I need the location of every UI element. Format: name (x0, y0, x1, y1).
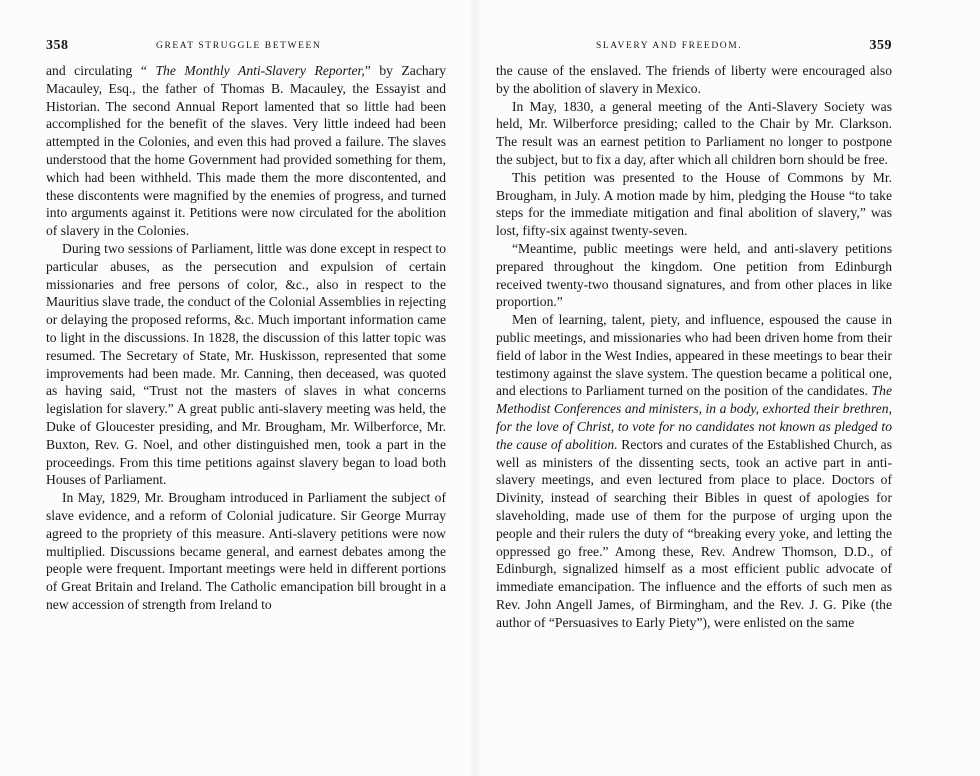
right-running-head: SLAVERY AND FREEDOM. (596, 41, 743, 51)
paragraph (496, 311, 892, 631)
text-run: This petition was presented to the House of Commons by Mr. Brougham, in July. A motion made by him, pledging the House “to take steps for the immediate mitigation and final abolition of slavery,” was lost, fifty-six against twenty-seven. (496, 169, 892, 239)
italic-title: The Monthly Anti-Slavery Reporter, (155, 63, 365, 78)
right-page-header (496, 38, 892, 62)
left-page-body (46, 62, 446, 614)
paragraph (46, 62, 446, 240)
paragraph (46, 240, 446, 489)
paragraph (496, 98, 892, 169)
paragraph (46, 489, 446, 614)
paragraph (496, 62, 892, 98)
text-run: and circulating “ (46, 63, 156, 78)
left-page (46, 38, 446, 614)
paragraph (496, 169, 892, 240)
right-page-number: 359 (869, 38, 892, 53)
text-run: Men of learning, talent, piety, and influence, espoused the cause in public meetings, and missionaries who had been driven home from their field of labor in the West Indies, appeared in these meetings to bear their testimony against the slave system. The question became a political one, and elections to Parliament turned on the position of the candidates. (496, 312, 892, 399)
left-running-head: GREAT STRUGGLE BETWEEN (156, 41, 322, 51)
text-run: During two sessions of Parliament, little was done except in respect to particular abuses, as the persecution and expulsion of certain missionaries and free persons of color, &c., also in respect to the Mauritius slave trade, the conduct of the Colonial Assemblies in rejecting or delaying the proposed reforms, &c. Much important information came to light in the discussions. In 1828, the discussion of this latter topic was resumed. The Secretary of State, Mr. Huskisson, represented that some improvements had been made. Mr. Canning, then deceased, was quoted as having said, “Trust not the masters of slaves in what concerns legislation for slavery.” A great public anti-slavery meeting was held, the Duke of Gloucester presiding, and Mr. Brougham, Mr. Wilberforce, Mr. Buxton, Rev. G. Noel, and other distinguished men, took a part in the proceedings. From this time petitions against slavery began to load both Houses of Parliament. (46, 240, 446, 488)
right-page (496, 38, 892, 632)
text-run: Rectors and curates of the Established Church, as well as ministers of the dissenting sects, took an active part in anti-slavery meetings, and even lectured from place to place. Doctors of Divinity, instead of searching their Bibles in quest of apologies for slaveholding, made use of them for the purpose of urging upon the people and their rulers the duty of “breaking every yoke, and letting the oppressed go free.” Among these, Rev. Andrew Thomson, D.D., of Edinburgh, signalized himself as a most efficient public advocate of immediate emancipation. The influence and the efforts of such men as Rev. John Angell James, of Birmingham, and the Rev. J. G. Pike (the author of “Persuasives to Early Piety”), were enlisted on the same (496, 436, 892, 630)
paragraph (496, 240, 892, 311)
text-run: ” by Zachary Macauley, Esq., the father of Thomas B. Macauley, the Essayist and Historian. The second Annual Report lamented that so little had been accomplished for the benefit of the slaves. Very little indeed had been attempted in the Colonies, and even this had proved a failure. The slaves understood that the home Government had provided something for them, which had been withheld. This made them the more discontented, and these discontents were magnified by the enemies of progress, and turned into arguments against it. Petitions were now circulated for the abolition of slavery in the Colonies. (46, 63, 447, 239)
text-run: the cause of the enslaved. The friends of liberty were encouraged also by the abolition of slavery in Mexico. (496, 63, 892, 96)
left-page-header (46, 38, 446, 62)
text-run: “Meantime, public meetings were held, and anti-slavery petitions prepared throughout the kingdom. One petition from Edinburgh received twenty-two thousand signatures, and from other places in like proportion.” (496, 240, 892, 310)
right-page-body (496, 62, 892, 632)
text-run: In May, 1829, Mr. Brougham introduced in Parliament the subject of slave evidence, and a reform of Colonial judicature. Sir George Murray agreed to the propriety of this measure. Anti-slavery petitions were now multiplied. Discussions became general, and earnest debates among the people were frequent. Important meetings were held in different portions of Great Britain and Ireland. The Catholic emancipation bill brought in a new accession of strength from Ireland to (46, 490, 446, 612)
text-run: In May, 1830, a general meeting of the Anti-Slavery Society was held, Mr. Wilberforce presiding; called to the Chair by Mr. Clarkson. The result was an earnest petition to Parliament no longer to postpone the subject, but to fix a day, after which all children born should be free. (496, 98, 892, 167)
left-page-number: 358 (46, 38, 69, 53)
italic-passage: The Methodist Conferences and ministers, in a body, exhorted their brethren, for the love of Christ, to vote for no candidates not known as pledged to the cause of abolition. (496, 383, 892, 452)
gutter (468, 0, 482, 776)
